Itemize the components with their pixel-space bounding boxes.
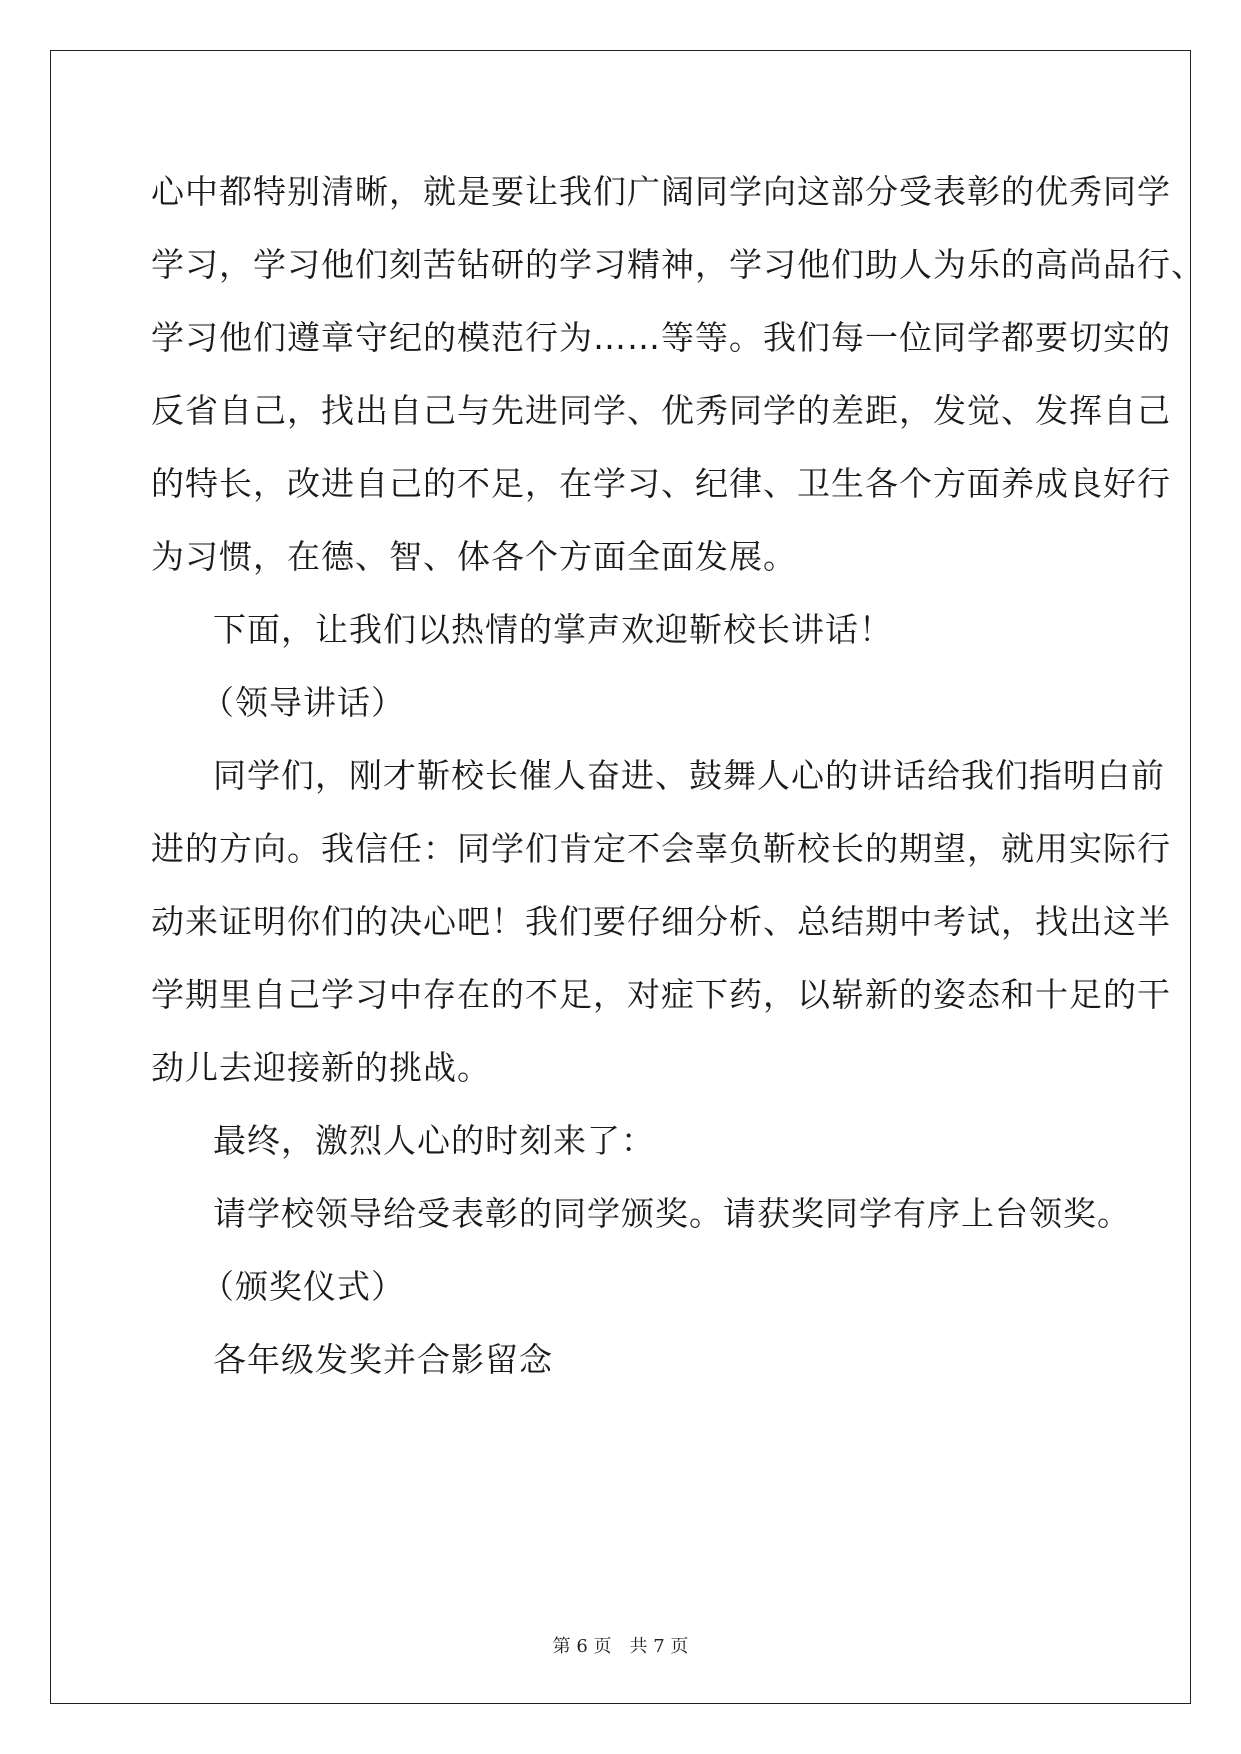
paragraph-line: 学习，学习他们刻苦钻研的学习精神，学习他们助人为乐的高尚品行、 xyxy=(151,245,1205,284)
paragraph-line: 请学校领导给受表彰的同学颁奖。请获奖同学有序上台领奖。 xyxy=(213,1194,1131,1233)
paragraph-line: 反省自己，找出自己与先进同学、优秀同学的差距，发觉、发挥自己 xyxy=(151,391,1171,430)
paragraph-line: 下面，让我们以热情的掌声欢迎靳校长讲话！ xyxy=(213,610,893,649)
paragraph-line: 进的方向。我信任：同学们肯定不会辜负靳校长的期望，就用实际行 xyxy=(151,829,1171,868)
paragraph-line: 劲儿去迎接新的挑战。 xyxy=(151,1048,491,1087)
paragraph-line: （领导讲话） xyxy=(201,683,405,722)
page-border xyxy=(50,50,1191,1704)
paragraph-line: 各年级发奖并合影留念 xyxy=(213,1340,553,1379)
page-number-label: 第 6 页 共 7 页 xyxy=(552,1636,689,1657)
paragraph-line: 为习惯，在德、智、体各个方面全面发展。 xyxy=(151,537,797,576)
paragraph-line: 心中都特别清晰，就是要让我们广阔同学向这部分受表彰的优秀同学 xyxy=(151,172,1171,211)
paragraph-line: 学习他们遵章守纪的模范行为……等等。我们每一位同学都要切实的 xyxy=(151,318,1171,357)
paragraph-line: （颁奖仪式） xyxy=(201,1267,405,1306)
paragraph-line: 最终，激烈人心的时刻来了： xyxy=(213,1121,655,1160)
paragraph-line: 动来证明你们的决心吧！我们要仔细分析、总结期中考试，找出这半 xyxy=(151,902,1171,941)
paragraph-line: 同学们，刚才靳校长催人奋进、鼓舞人心的讲话给我们指明白前 xyxy=(213,756,1165,795)
paragraph-line: 的特长，改进自己的不足，在学习、纪律、卫生各个方面养成良好行 xyxy=(151,464,1171,503)
page-footer xyxy=(0,1632,1241,1658)
paragraph-line: 学期里自己学习中存在的不足，对症下药，以崭新的姿态和十足的干 xyxy=(151,975,1171,1014)
